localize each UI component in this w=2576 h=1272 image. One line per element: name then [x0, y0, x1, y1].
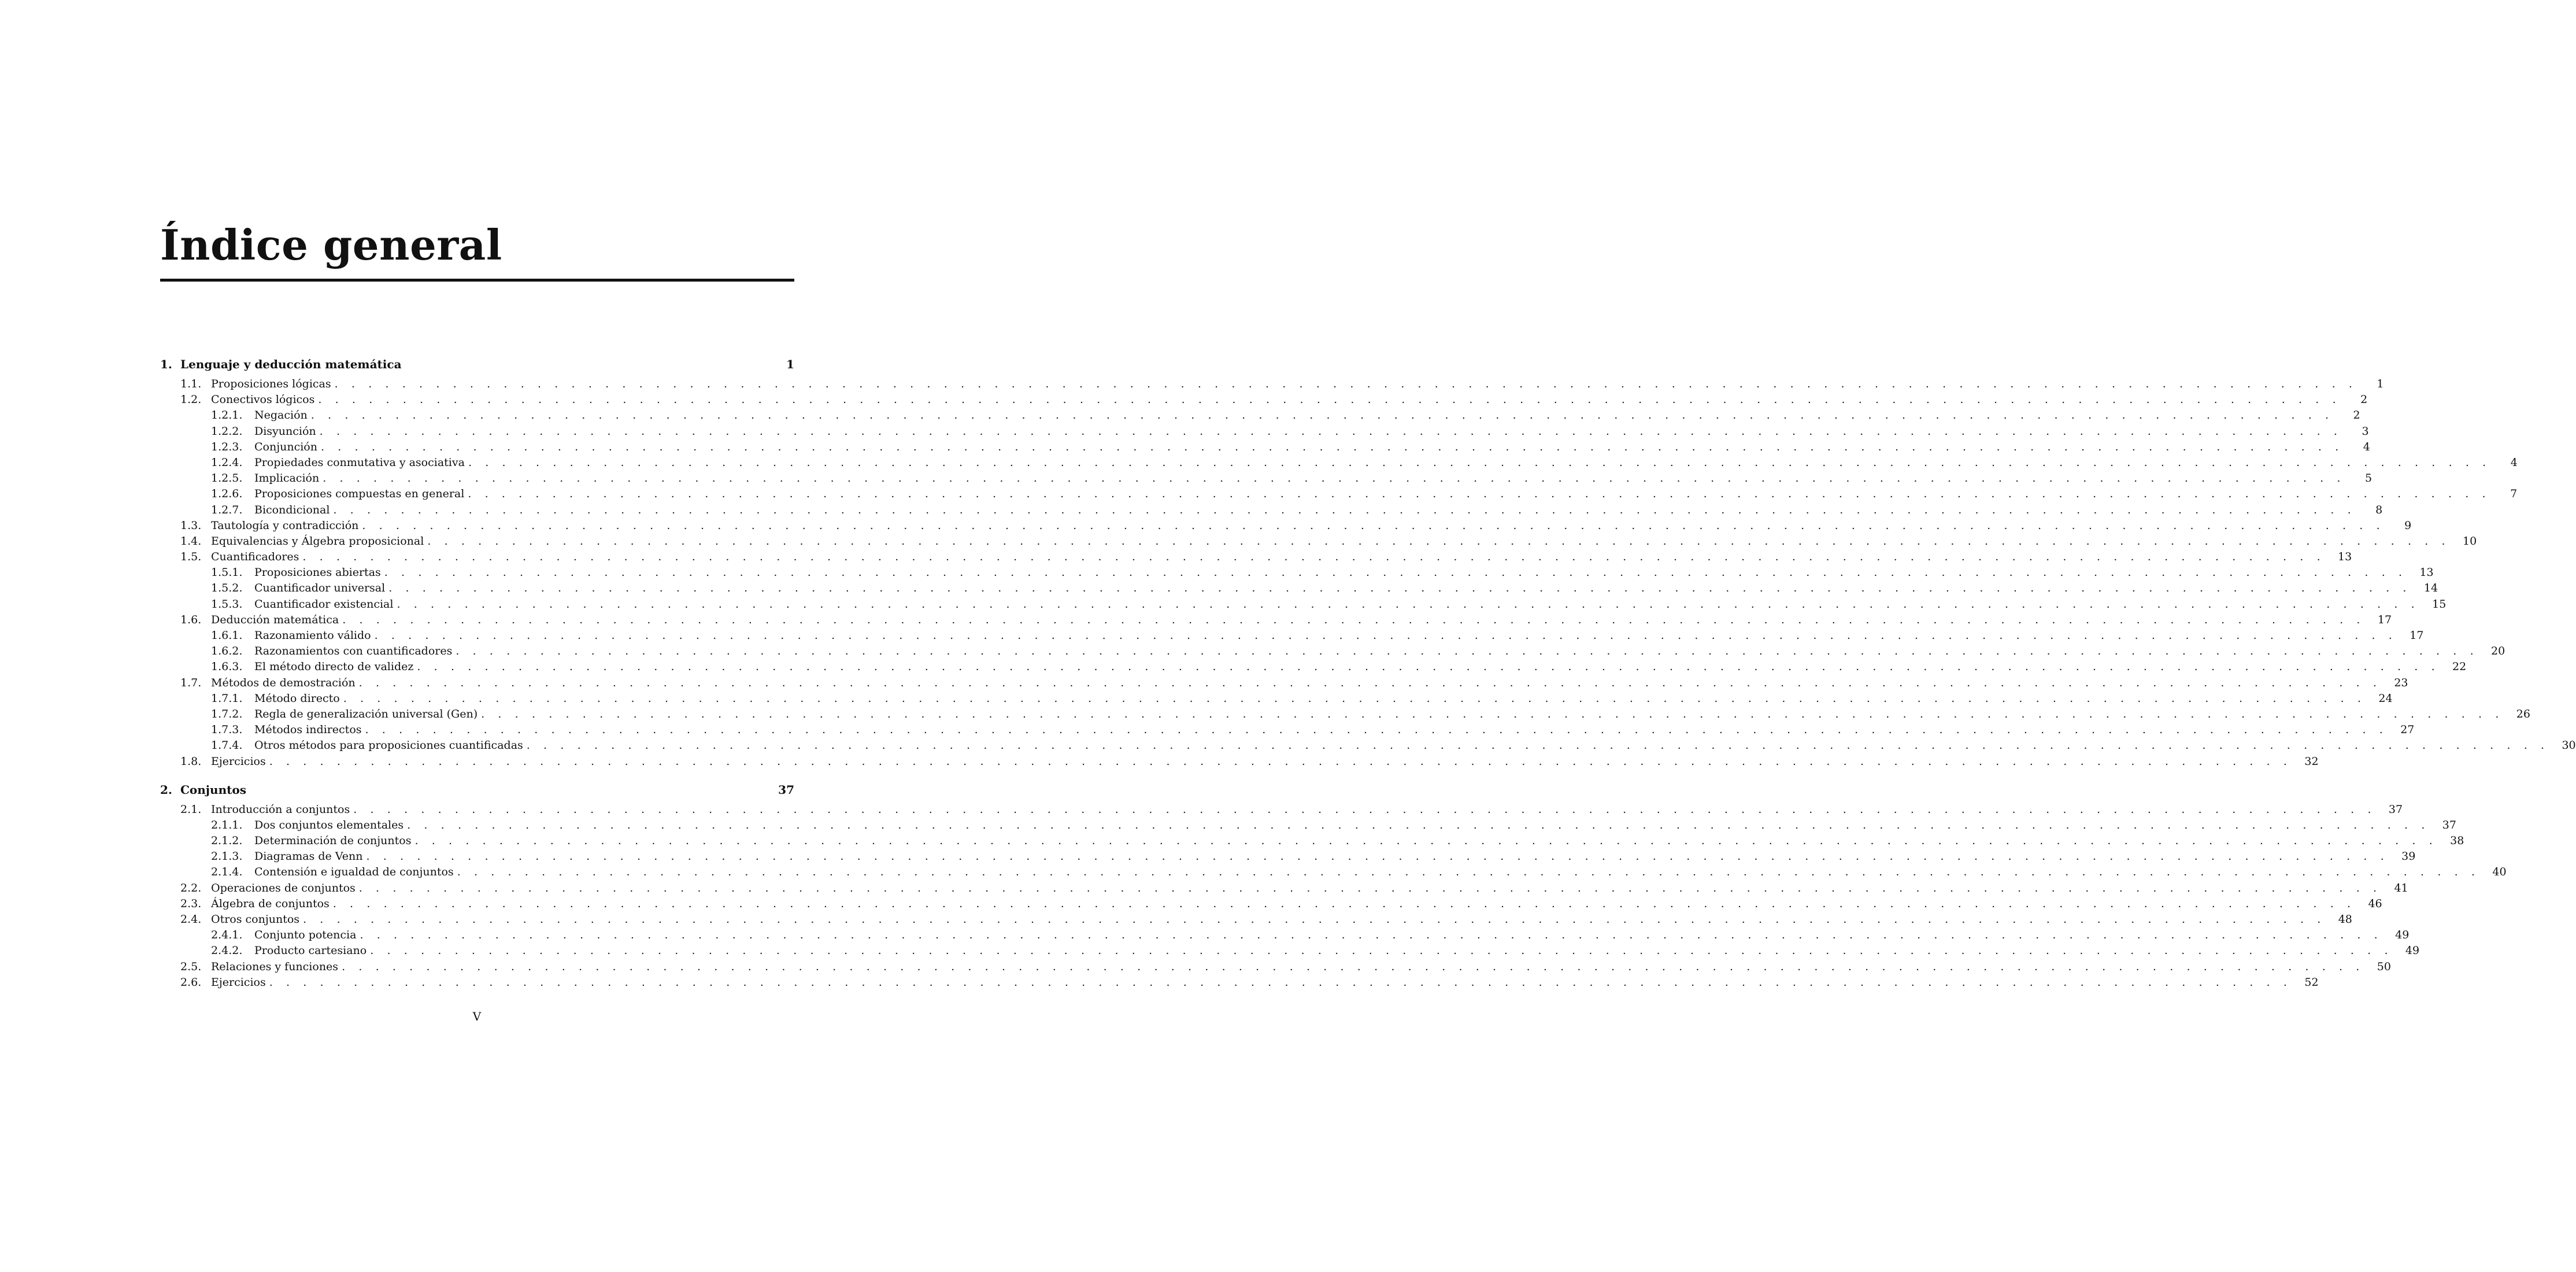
- toc-entry-number: 1.2.7.: [211, 503, 243, 516]
- toc-section-row[interactable]: [160, 378, 2384, 393]
- toc-section-row[interactable]: [160, 975, 2319, 992]
- toc-entry-number: 2.1.2.: [211, 834, 243, 848]
- toc-subsection-row[interactable]: [160, 597, 2447, 613]
- toc-entry-title: Proposiciones abiertas: [254, 566, 381, 579]
- toc-chapter-row[interactable]: [160, 357, 794, 378]
- toc-entry-page: 52: [2304, 975, 2319, 989]
- dot-leader: . . . . . . . . . . . . . . . . . . . . . . . . . . . . . . . . . . . . . . . . . . . . . . . . . . . . . . . . . . . . . . . . . . . . . . . . . . . . . . . . . . . . . . . . . . . . . . . . . . . . . . . . . . . . . . . . . . . . . . . .: [481, 707, 2504, 720]
- toc-entry-title: Disyunción: [254, 424, 316, 438]
- toc-entry-page: 41: [2394, 881, 2408, 894]
- toc-entry-title: Conjunto potencia: [254, 929, 357, 942]
- toc-subsection-row[interactable]: [160, 739, 2576, 755]
- toc-entry-page: 3: [2362, 424, 2369, 438]
- dot-leader: . . . . . . . . . . . . . . . . . . . . . . . . . . . . . . . . . . . . . . . . . . . . . . . . . . . . . . . . . . . . . . . . . . . . . . . . . . . . . . . . . . . . . . . . . . . . . . . . . . . . . . . . . . . . . . . . . . . . . . . .: [407, 818, 2430, 831]
- dot-leader: . . . . . . . . . . . . . . . . . . . . . . . . . . . . . . . . . . . . . . . . . . . . . . . . . . . . . . . . . . . . . . . . . . . . . . . . . . . . . . . . . . . . . . . . . . . . . . . . . . . . . . . . . . . . . . . . . . . . . . . .: [334, 378, 2357, 390]
- toc-section-row[interactable]: [160, 897, 2382, 913]
- toc-entry-number: 1.7.4.: [211, 739, 243, 752]
- toc-entry-page: 14: [2423, 582, 2438, 595]
- dot-leader: . . . . . . . . . . . . . . . . . . . . . . . . . . . . . . . . . . . . . . . . . . . . . . . . . . . . . . . . . . . . . . . . . . . . . . . . . . . . . . . . . . . . . . . . . . . . . . . . . . . . . . . . . . . . . . . . . . . . . . . .: [320, 440, 2344, 453]
- dot-leader: . . . . . . . . . . . . . . . . . . . . . . . . . . . . . . . . . . . . . . . . . . . . . . . . . . . . . . . . . . . . . . . . . . . . . . . . . . . . . . . . . . . . . . . . . . . . . . . . . . . . . . . . . . . . . . . . . . . . . . . .: [370, 944, 2393, 957]
- dot-leader: . . . . . . . . . . . . . . . . . . . . . . . . . . . . . . . . . . . . . . . . . . . . . . . . . . . . . . . . . . . . . . . . . . . . . . . . . . . . . . . . . . . . . . . . . . . . . . . . . . . . . . . . . . . . . . . . . . . . . . . .: [365, 723, 2388, 737]
- toc-entry-number: 2.4.: [180, 913, 202, 926]
- toc-entry-title: Conjunción: [254, 440, 317, 453]
- toc-entry-title: Ejercicios: [211, 755, 266, 768]
- toc-entry-title: Propiedades conmutativa y asociativa: [254, 456, 465, 469]
- toc-entry-page: 49: [2395, 929, 2410, 942]
- toc-entry-title: Proposiciones lógicas: [211, 378, 331, 390]
- toc-chapter-page: 1: [786, 357, 794, 371]
- toc-entry-page: 8: [2375, 503, 2383, 516]
- toc-entry-number: 1.8.: [180, 755, 202, 768]
- dot-leader: . . . . . . . . . . . . . . . . . . . . . . . . . . . . . . . . . . . . . . . . . . . . . . . . . . . . . . . . . . . . . . . . . . . . . . . . . . . . . . . . . . . . . . . . . . . . . . . . . . . . . . . . . . . . . . . . . . . . . . . .: [374, 629, 2397, 642]
- dot-leader: . . . . . . . . . . . . . . . . . . . . . . . . . . . . . . . . . . . . . . . . . . . . . . . . . . . . . . . . . . . . . . . . . . . . . . . . . . . . . . . . . . . . . . . . . . . . . . . . . . . . . . . . . . . . . . . . . . . . . . . .: [332, 897, 2356, 910]
- dot-leader: . . . . . . . . . . . . . . . . . . . . . . . . . . . . . . . . . . . . . . . . . . . . . . . . . . . . . . . . . . . . . . . . . . . . . . . . . . . . . . . . . . . . . . . . . . . . . . . . . . . . . . . . . . . . . . . . . . . . . . . .: [468, 487, 2491, 501]
- toc-entry-number: 1.6.2.: [211, 645, 243, 658]
- dot-leader: . . . . . . . . . . . . . . . . . . . . . . . . . . . . . . . . . . . . . . . . . . . . . . . . . . . . . . . . . . . . . . . . . . . . . . . . . . . . . . . . . . . . . . . . . . . . . . . . . . . . . . . . . . . . . . . . . . . . . . . .: [358, 676, 2382, 689]
- toc-entry-number: 2.1.3.: [211, 850, 243, 863]
- toc-entry-page: 37: [2388, 803, 2403, 816]
- toc-entry-number: 1.3.: [180, 519, 202, 532]
- dot-leader: . . . . . . . . . . . . . . . . . . . . . . . . . . . . . . . . . . . . . . . . . . . . . . . . . . . . . . . . . . . . . . . . . . . . . . . . . . . . . . . . . . . . . . . . . . . . . . . . . . . . . . . . . . . . . . . . . . . . . . . .: [333, 503, 2356, 516]
- toc-entry-page: 4: [2510, 456, 2518, 469]
- toc-entry-number: 2.5.: [180, 960, 202, 973]
- toc-subsection-row[interactable]: [160, 456, 2518, 472]
- toc-subsection-row[interactable]: [160, 929, 2410, 944]
- toc-subsection-row[interactable]: [160, 566, 2434, 582]
- toc-subsection-row[interactable]: [160, 409, 2360, 424]
- dot-leader: . . . . . . . . . . . . . . . . . . . . . . . . . . . . . . . . . . . . . . . . . . . . . . . . . . . . . . . . . . . . . . . . . . . . . . . . . . . . . . . . . . . . . . . . . . . . . . . . . . . . . . . . . . . . . . . . . . . . . . . .: [397, 597, 2420, 611]
- toc-entry-page: 17: [2410, 629, 2424, 642]
- toc-entry-page: 46: [2368, 897, 2382, 910]
- dot-leader: . . . . . . . . . . . . . . . . . . . . . . . . . . . . . . . . . . . . . . . . . . . . . . . . . . . . . . . . . . . . . . . . . . . . . . . . . . . . . . . . . . . . . . . . . . . . . . . . . . . . . . . . . . . . . . . . . . . . . . . .: [319, 424, 2342, 438]
- toc-chapter: [160, 782, 2507, 992]
- dot-leader: . . . . . . . . . . . . . . . . . . . . . . . . . . . . . . . . . . . . . . . . . . . . . . . . . . . . . . . . . . . . . . . . . . . . . . . . . . . . . . . . . . . . . . . . . . . . . . . . . . . . . . . . . . . . . . . . . . . . . . . .: [526, 739, 2549, 752]
- toc-subsection-row[interactable]: [160, 660, 2467, 676]
- toc-entry-page: 23: [2394, 676, 2408, 689]
- toc-entry-number: 1.5.2.: [211, 582, 243, 595]
- toc-entry-title: El método directo de validez: [254, 660, 414, 674]
- toc-subsection-row[interactable]: [160, 834, 2464, 850]
- toc-section-row[interactable]: [160, 613, 2392, 629]
- toc-entry-page: 49: [2405, 944, 2420, 957]
- dot-leader: . . . . . . . . . . . . . . . . . . . . . . . . . . . . . . . . . . . . . . . . . . . . . . . . . . . . . . . . . . . . . . . . . . . . . . . . . . . . . . . . . . . . . . . . . . . . . . . . . . . . . . . . . . . . . . . . . . . . . . . .: [343, 692, 2366, 705]
- dot-leader: . . . . . . . . . . . . . . . . . . . . . . . . . . . . . . . . . . . . . . . . . . . . . . . . . . . . . . . . . . . . . . . . . . . . . . . . . . . . . . . . . . . . . . . . . . . . . . . . . . . . . . . . . . . . . . . . . . . . . . . .: [269, 975, 2292, 989]
- toc-entry-page: 50: [2377, 960, 2391, 973]
- dot-leader: . . . . . . . . . . . . . . . . . . . . . . . . . . . . . . . . . . . . . . . . . . . . . . . . . . . . . . . . . . . . . . . . . . . . . . . . . . . . . . . . . . . . . . . . . . . . . . . . . . . . . . . . . . . . . . . . . . . . . . . .: [388, 582, 2412, 595]
- toc-subsection-row[interactable]: [160, 472, 2373, 487]
- toc-entry-page: 2: [2353, 409, 2360, 422]
- toc-entry-number: 1.7.2.: [211, 707, 243, 720]
- dot-leader: . . . . . . . . . . . . . . . . . . . . . . . . . . . . . . . . . . . . . . . . . . . . . . . . . . . . . . . . . . . . . . . . . . . . . . . . . . . . . . . . . . . . . . . . . . . . . . . . . . . . . . . . . . . . . . . . . . . . . . . .: [342, 613, 2366, 626]
- toc-entry-title: Operaciones de conjuntos: [211, 881, 356, 894]
- toc-subsection-row[interactable]: [160, 850, 2416, 866]
- dot-leader: . . . . . . . . . . . . . . . . . . . . . . . . . . . . . . . . . . . . . . . . . . . . . . . . . . . . . . . . . . . . . . . . . . . . . . . . . . . . . . . . . . . . . . . . . . . . . . . . . . . . . . . . . . . . . . . . . . . . . . . .: [353, 803, 2377, 816]
- dot-leader: . . . . . . . . . . . . . . . . . . . . . . . . . . . . . . . . . . . . . . . . . . . . . . . . . . . . . . . . . . . . . . . . . . . . . . . . . . . . . . . . . . . . . . . . . . . . . . . . . . . . . . . . . . . . . . . . . . . . . . . .: [468, 456, 2491, 469]
- toc-subsection-row[interactable]: [160, 629, 2424, 645]
- toc-entry-page: 13: [2338, 550, 2352, 564]
- toc-entry-title: Bicondicional: [254, 503, 330, 516]
- toc-entry-page: 20: [2491, 645, 2505, 658]
- toc-entry-number: 1.6.3.: [211, 660, 243, 674]
- toc-entry-title: Diagramas de Venn: [254, 850, 363, 863]
- page-number: V: [472, 1010, 482, 1023]
- toc-entry-title: Métodos de demostración: [211, 676, 356, 689]
- dot-leader: . . . . . . . . . . . . . . . . . . . . . . . . . . . . . . . . . . . . . . . . . . . . . . . . . . . . . . . . . . . . . . . . . . . . . . . . . . . . . . . . . . . . . . . . . . . . . . . . . . . . . . . . . . . . . . . . . . . . . . . .: [417, 660, 2440, 674]
- toc-entry-page: 30: [2562, 739, 2576, 752]
- toc-entry-number: 2.1.: [180, 803, 202, 816]
- dot-leader: . . . . . . . . . . . . . . . . . . . . . . . . . . . . . . . . . . . . . . . . . . . . . . . . . . . . . . . . . . . . . . . . . . . . . . . . . . . . . . . . . . . . . . . . . . . . . . . . . . . . . . . . . . . . . . . . . . . . . . . .: [427, 534, 2451, 548]
- dot-leader: . . . . . . . . . . . . . . . . . . . . . . . . . . . . . . . . . . . . . . . . . . . . . . . . . . . . . . . . . . . . . . . . . . . . . . . . . . . . . . . . . . . . . . . . . . . . . . . . . . . . . . . . . . . . . . . . . . . . . . . .: [456, 645, 2479, 658]
- toc-entry-title: Cuantificador existencial: [254, 597, 394, 611]
- dot-leader: . . . . . . . . . . . . . . . . . . . . . . . . . . . . . . . . . . . . . . . . . . . . . . . . . . . . . . . . . . . . . . . . . . . . . . . . . . . . . . . . . . . . . . . . . . . . . . . . . . . . . . . . . . . . . . . . . . . . . . . .: [323, 472, 2346, 485]
- toc-section-row[interactable]: [160, 676, 2408, 692]
- toc-section-row[interactable]: [160, 960, 2391, 976]
- toc-entry-number: 2.4.2.: [211, 944, 243, 957]
- toc-section-row[interactable]: [160, 803, 2403, 819]
- page-title: Índice general: [160, 220, 502, 269]
- toc-entry-page: 10: [2462, 534, 2477, 548]
- toc-entry-page: 5: [2364, 472, 2373, 485]
- toc-chapter-number: 2.: [160, 782, 172, 797]
- toc-subsection-row[interactable]: [160, 487, 2518, 503]
- toc-entry-title: Negación: [254, 409, 308, 422]
- dot-leader: . . . . . . . . . . . . . . . . . . . . . . . . . . . . . . . . . . . . . . . . . . . . . . . . . . . . . . . . . . . . . . . . . . . . . . . . . . . . . . . . . . . . . . . . . . . . . . . . . . . . . . . . . . . . . . . . . . . . . . . .: [384, 566, 2407, 579]
- toc-entry-title: Ejercicios: [211, 975, 266, 989]
- toc-section-row[interactable]: [160, 519, 2412, 535]
- toc-entry-page: 38: [2450, 834, 2464, 848]
- toc-chapter-row[interactable]: [160, 783, 794, 803]
- toc-entry-title: Dos conjuntos elementales: [254, 818, 404, 831]
- toc-entry-number: 2.1.4.: [211, 866, 243, 879]
- toc-subsection-row[interactable]: [160, 944, 2420, 960]
- toc-subsection-row[interactable]: [160, 818, 2456, 834]
- toc-entry-title: Producto cartesiano: [254, 944, 367, 957]
- toc-entry-number: 1.2.5.: [211, 472, 243, 485]
- toc-entry-page: 7: [2510, 487, 2518, 501]
- toc-subsection-row[interactable]: [160, 645, 2505, 660]
- dot-leader: . . . . . . . . . . . . . . . . . . . . . . . . . . . . . . . . . . . . . . . . . . . . . . . . . . . . . . . . . . . . . . . . . . . . . . . . . . . . . . . . . . . . . . . . . . . . . . . . . . . . . . . . . . . . . . . . . . . . . . . .: [303, 913, 2326, 926]
- toc-entry-number: 1.2.6.: [211, 487, 243, 501]
- toc-entry-page: 9: [2404, 519, 2412, 532]
- dot-leader: . . . . . . . . . . . . . . . . . . . . . . . . . . . . . . . . . . . . . . . . . . . . . . . . . . . . . . . . . . . . . . . . . . . . . . . . . . . . . . . . . . . . . . . . . . . . . . . . . . . . . . . . . . . . . . . . . . . . . . . .: [302, 550, 2326, 564]
- toc-entry-page: 27: [2400, 723, 2415, 737]
- toc-section-row[interactable]: [160, 755, 2319, 771]
- toc-entry-page: 13: [2419, 566, 2434, 579]
- toc-entry-title: Otros conjuntos: [211, 913, 300, 926]
- toc-entry-page: 24: [2378, 692, 2393, 705]
- toc-entry-number: 1.1.: [180, 378, 202, 390]
- toc-entry-number: 1.5.: [180, 550, 202, 564]
- toc-entry-title: Equivalencias y Álgebra proposicional: [211, 534, 424, 548]
- toc-subsection-row[interactable]: [160, 866, 2507, 881]
- dot-leader: . . . . . . . . . . . . . . . . . . . . . . . . . . . . . . . . . . . . . . . . . . . . . . . . . . . . . . . . . . . . . . . . . . . . . . . . . . . . . . . . . . . . . . . . . . . . . . . . . . . . . . . . . . . . . . . . . . . . . . . .: [457, 866, 2480, 879]
- toc-entry-title: Métodos indirectos: [254, 723, 362, 737]
- toc-entry-page: 40: [2492, 866, 2507, 879]
- toc-subsection-row[interactable]: [160, 723, 2415, 739]
- toc-entry-title: Álgebra de conjuntos: [211, 897, 330, 910]
- toc-entry-title: Relaciones y funciones: [211, 960, 339, 973]
- toc-entry-number: 1.7.3.: [211, 723, 243, 737]
- toc-subsection-row[interactable]: [160, 692, 2393, 708]
- toc-section-row[interactable]: [160, 550, 2352, 566]
- toc-entry-title: Introducción a conjuntos: [211, 803, 350, 816]
- toc-chapter-title: Conjuntos: [180, 782, 246, 797]
- toc-entry-number: 1.2.2.: [211, 424, 243, 438]
- toc-entry-title: Proposiciones compuestas en general: [254, 487, 465, 501]
- dot-leader: . . . . . . . . . . . . . . . . . . . . . . . . . . . . . . . . . . . . . . . . . . . . . . . . . . . . . . . . . . . . . . . . . . . . . . . . . . . . . . . . . . . . . . . . . . . . . . . . . . . . . . . . . . . . . . . . . . . . . . . .: [360, 929, 2383, 942]
- toc-entry-title: Contensión e igualdad de conjuntos: [254, 866, 454, 879]
- toc-entry-number: 1.2.1.: [211, 409, 243, 422]
- dot-leader: . . . . . . . . . . . . . . . . . . . . . . . . . . . . . . . . . . . . . . . . . . . . . . . . . . . . . . . . . . . . . . . . . . . . . . . . . . . . . . . . . . . . . . . . . . . . . . . . . . . . . . . . . . . . . . . . . . . . . . . .: [366, 850, 2389, 863]
- dot-leader: . . . . . . . . . . . . . . . . . . . . . . . . . . . . . . . . . . . . . . . . . . . . . . . . . . . . . . . . . . . . . . . . . . . . . . . . . . . . . . . . . . . . . . . . . . . . . . . . . . . . . . . . . . . . . . . . . . . . . . . .: [358, 881, 2382, 894]
- table-of-contents: [160, 357, 2576, 1004]
- toc-entry-title: Otros métodos para proposiciones cuantificadas: [254, 739, 523, 752]
- toc-entry-page: 37: [2442, 818, 2456, 831]
- toc-subsection-row[interactable]: [160, 440, 2370, 456]
- toc-chapter: [160, 357, 2576, 771]
- toc-entry-page: 4: [2363, 440, 2370, 453]
- toc-entry-page: 26: [2516, 707, 2530, 720]
- toc-entry-title: Conectivos lógicos: [211, 393, 315, 406]
- toc-entry-number: 1.2.: [180, 393, 202, 406]
- toc-entry-number: 1.7.: [180, 676, 202, 689]
- toc-entry-title: Método directo: [254, 692, 340, 705]
- toc-entry-number: 1.6.: [180, 613, 202, 626]
- toc-entry-number: 1.2.3.: [211, 440, 243, 453]
- toc-entry-number: 1.5.3.: [211, 597, 243, 611]
- toc-entry-number: 1.7.1.: [211, 692, 243, 705]
- toc-entry-number: 1.4.: [180, 534, 202, 548]
- toc-entry-number: 2.1.1.: [211, 818, 243, 831]
- dot-leader: . . . . . . . . . . . . . . . . . . . . . . . . . . . . . . . . . . . . . . . . . . . . . . . . . . . . . . . . . . . . . . . . . . . . . . . . . . . . . . . . . . . . . . . . . . . . . . . . . . . . . . . . . . . . . . . . . . . . . . . .: [342, 960, 2364, 973]
- toc-entry-number: 1.6.1.: [211, 629, 243, 642]
- toc-section-row[interactable]: [160, 881, 2408, 897]
- dot-leader: . . . . . . . . . . . . . . . . . . . . . . . . . . . . . . . . . . . . . . . . . . . . . . . . . . . . . . . . . . . . . . . . . . . . . . . . . . . . . . . . . . . . . . . . . . . . . . . . . . . . . . . . . . . . . . . . . . . . . . . .: [310, 409, 2334, 422]
- toc-subsection-row[interactable]: [160, 424, 2369, 441]
- toc-entry-number: 1.2.4.: [211, 456, 243, 469]
- toc-entry-title: Cuantificadores: [211, 550, 299, 564]
- toc-chapter-title: Lenguaje y deducción matemática: [180, 357, 402, 371]
- toc-entry-page: 32: [2304, 755, 2319, 768]
- dot-leader: . . . . . . . . . . . . . . . . . . . . . . . . . . . . . . . . . . . . . . . . . . . . . . . . . . . . . . . . . . . . . . . . . . . . . . . . . . . . . . . . . . . . . . . . . . . . . . . . . . . . . . . . . . . . . . . . . . . . . . . .: [414, 834, 2438, 848]
- title-rule: [160, 279, 794, 282]
- toc-entry-number: 1.5.1.: [211, 566, 243, 579]
- toc-entry-number: 2.2.: [180, 881, 202, 894]
- toc-entry-page: 15: [2432, 597, 2447, 611]
- toc-section-row[interactable]: [160, 393, 2368, 409]
- toc-entry-page: 2: [2360, 393, 2368, 406]
- toc-entry-title: Tautología y contradicción: [211, 519, 359, 532]
- toc-section-row[interactable]: [160, 534, 2477, 550]
- dot-leader: . . . . . . . . . . . . . . . . . . . . . . . . . . . . . . . . . . . . . . . . . . . . . . . . . . . . . . . . . . . . . . . . . . . . . . . . . . . . . . . . . . . . . . . . . . . . . . . . . . . . . . . . . . . . . . . . . . . . . . . .: [318, 393, 2341, 406]
- toc-entry-number: 2.6.: [180, 975, 202, 989]
- toc-entry-title: Cuantificador universal: [254, 582, 386, 595]
- toc-entry-number: 2.4.1.: [211, 929, 243, 942]
- dot-leader: . . . . . . . . . . . . . . . . . . . . . . . . . . . . . . . . . . . . . . . . . . . . . . . . . . . . . . . . . . . . . . . . . . . . . . . . . . . . . . . . . . . . . . . . . . . . . . . . . . . . . . . . . . . . . . . . . . . . . . . .: [362, 519, 2385, 532]
- toc-entry-title: Deducción matemática: [211, 613, 339, 626]
- toc-entry-page: 17: [2377, 613, 2392, 626]
- toc-subsection-row[interactable]: [160, 707, 2530, 723]
- toc-entry-title: Razonamiento válido: [254, 629, 371, 642]
- toc-section-row[interactable]: [160, 913, 2352, 929]
- dot-leader: . . . . . . . . . . . . . . . . . . . . . . . . . . . . . . . . . . . . . . . . . . . . . . . . . . . . . . . . . . . . . . . . . . . . . . . . . . . . . . . . . . . . . . . . . . . . . . . . . . . . . . . . . . . . . . . . . . . . . . . .: [269, 755, 2292, 768]
- toc-entry-page: 1: [2377, 378, 2384, 390]
- toc-entry-page: 39: [2401, 850, 2416, 863]
- toc-entry-page: 22: [2452, 660, 2467, 674]
- toc-entry-title: Regla de generalización universal (Gen): [254, 707, 478, 720]
- toc-chapter-page: 37: [778, 782, 794, 797]
- toc-subsection-row[interactable]: [160, 582, 2438, 597]
- toc-entry-title: Determinación de conjuntos: [254, 834, 412, 848]
- toc-entry-title: Razonamientos con cuantificadores: [254, 645, 453, 658]
- toc-entry-number: 2.3.: [180, 897, 202, 910]
- toc-entry-title: Implicación: [254, 472, 320, 485]
- toc-entry-page: 48: [2338, 913, 2352, 926]
- toc-chapter-number: 1.: [160, 357, 172, 371]
- toc-subsection-row[interactable]: [160, 503, 2383, 519]
